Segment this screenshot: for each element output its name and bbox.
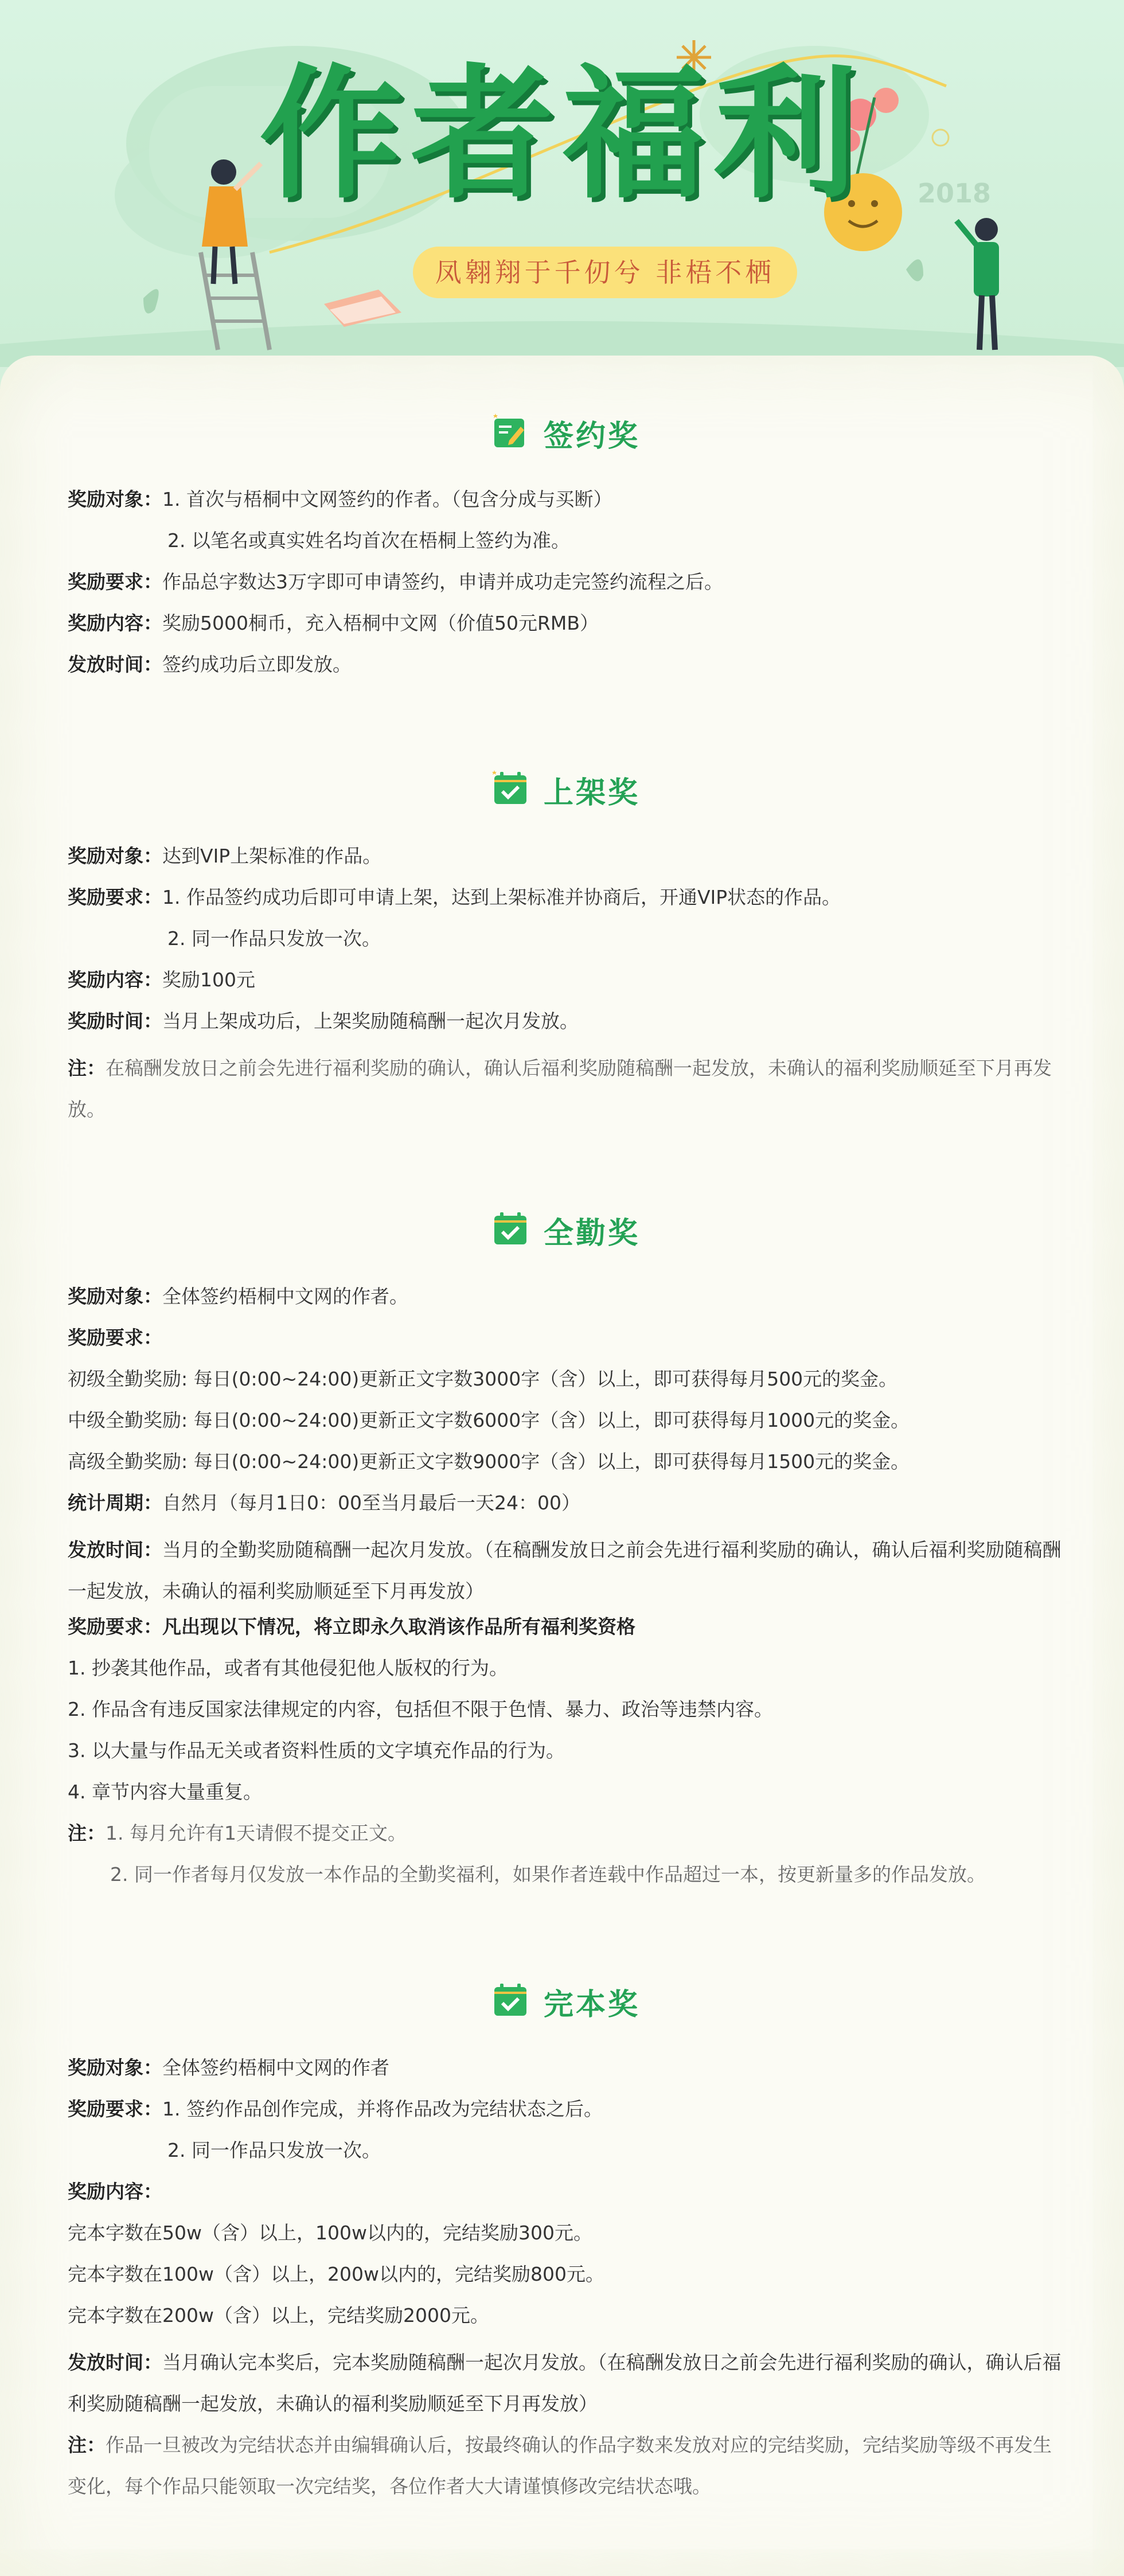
calendar-check-icon (492, 1210, 529, 1247)
text-line: 发放时间：当月确认完本奖后，完本奖励随稿酬一起次月发放。（在稿酬发放日之前会先进行福利奖励的确认，确认后福利奖励随稿酬一起发放，未确认的福利奖励顺延至下月再发放） (68, 2351, 1061, 2415)
section-header (0, 1970, 1124, 2033)
note-text: 注：作品一旦被改为完结状态并由编辑确认后，按最终确认的作品字数来发放对应的完结奖励，完结奖励等级不再发生变化，每个作品只能领取一次完结奖，各位作者大大请谨慎修改完结状态哦。 (68, 2434, 1052, 2497)
text-line: 奖励要求：1. 签约作品创作完成，并将作品改为完结状态之后。 (68, 2098, 603, 2120)
text-line: 奖励内容：奖励5000桐币，充入梧桐中文网（价值50元RMB） (68, 612, 599, 634)
note-text: 注：在稿酬发放日之前会先进行福利奖励的确认，确认后福利奖励随稿酬一起发放，未确认的福利奖励顺延至下月再发放。 (68, 1057, 1052, 1121)
section-title: 全勤奖 (544, 1216, 641, 1251)
text-line: 高级全勤奖励: 每日(0:00~24:00)更新正文字数9000字（含）以上，即可获得每月1500元的奖金。 (68, 1450, 910, 1473)
text-line: 奖励时间：当月上架成功后，上架奖励随稿酬一起次月发放。 (68, 1010, 579, 1032)
text-line: 奖励要求： (68, 1326, 162, 1349)
section-completion-award (0, 1970, 1124, 2497)
text-line: 2. 同一作品只发放一次。 (167, 2139, 381, 2161)
text-line: 奖励对象：全体签约梧桐中文网的作者 (68, 2056, 389, 2079)
text-line: 奖励对象：全体签约梧桐中文网的作者。 (68, 1285, 408, 1307)
text-line: 奖励对象：1. 首次与梧桐中文网签约的作者。（包含分成与买断） (68, 488, 612, 510)
text-line: 奖励内容： (68, 2180, 162, 2203)
header-banner (0, 0, 1124, 367)
text-line: 中级全勤奖励: 每日(0:00~24:00)更新正文字数6000字（含）以上，即可获得每月1000元的奖金。 (68, 1409, 910, 1431)
text-line: 奖励要求：凡出现以下情况，将立即永久取消该作品所有福利奖资格 (68, 1615, 635, 1638)
calendar-check-icon (492, 1981, 529, 2018)
banner-slogan: 凤翱翔于千仞兮 非梧不栖 (413, 247, 797, 298)
text-line: 1. 抄袭其他作品，或者有其他侵犯他人版权的行为。 (68, 1657, 508, 1679)
text-line: 4. 章节内容大量重复。 (68, 1781, 262, 1803)
section-header (0, 401, 1124, 465)
text-line: 发放时间：签约成功后立即发放。 (68, 653, 352, 676)
text-line: 奖励要求：作品总字数达3万字即可申请签约，申请并成功走完签约流程之后。 (68, 571, 723, 593)
text-line: 奖励内容：奖励100元 (68, 969, 255, 991)
text-line: 2. 作品含有违反国家法律规定的内容，包括但不限于色情、暴力、政治等违禁内容。 (68, 1698, 773, 1720)
banner-year: 2018 (918, 178, 992, 209)
text-line: 初级全勤奖励: 每日(0:00~24:00)更新正文字数3000字（含）以上，即可获得每月500元的奖金。 (68, 1368, 898, 1390)
banner-title: 作者福利 (259, 51, 865, 218)
note-text: 注：1. 每月允许有1天请假不提交正文。 (68, 1822, 407, 1844)
section-header (0, 758, 1124, 821)
text-line: 2. 以笔名或真实姓名均首次在梧桐上签约为准。 (167, 529, 570, 552)
text-line: 2. 同一作品只发放一次。 (167, 927, 381, 950)
text-line: 统计周期：自然月（每月1日0：00至当月最后一天24：00） (68, 1492, 580, 1514)
calendar-check-icon (492, 770, 529, 806)
text-line: 奖励要求：1. 作品签约成功后即可申请上架，达到上架标准并协商后，开通VIP状态的作品。 (68, 886, 841, 908)
text-line: 发放时间：当月的全勤奖励随稿酬一起次月发放。（在稿酬发放日之前会先进行福利奖励的确认，确认后福利奖励随稿酬一起发放，未确认的福利奖励顺延至下月再发放） (68, 1539, 1061, 1602)
text-line: 完本字数在200w（含）以上，完结奖励2000元。 (68, 2304, 489, 2327)
text-line: 3. 以大量与作品无关或者资料性质的文字填充作品的行为。 (68, 1739, 565, 1762)
text-line: 完本字数在50w（含）以上，100w以内的，完结奖励300元。 (68, 2222, 592, 2244)
boy-illustration (957, 218, 999, 350)
note-text: 2. 同一作者每月仅发放一本作品的全勤奖福利，如果作者连载中作品超过一本，按更新量多的作品发放。 (110, 1863, 986, 1886)
section-shelf-award (0, 758, 1124, 1121)
section-title: 上架奖 (544, 775, 641, 810)
section-header (0, 1199, 1124, 1262)
text-line: 完本字数在100w（含）以上，200w以内的，完结奖励800元。 (68, 2263, 604, 2285)
section-title: 完本奖 (544, 1987, 641, 2022)
pen-note-icon (492, 413, 529, 450)
section-attendance-award (0, 1199, 1124, 1886)
section-title: 签约奖 (544, 419, 641, 454)
text-line: 奖励对象：达到VIP上架标准的作品。 (68, 845, 382, 867)
section-sign-award (0, 401, 1124, 676)
